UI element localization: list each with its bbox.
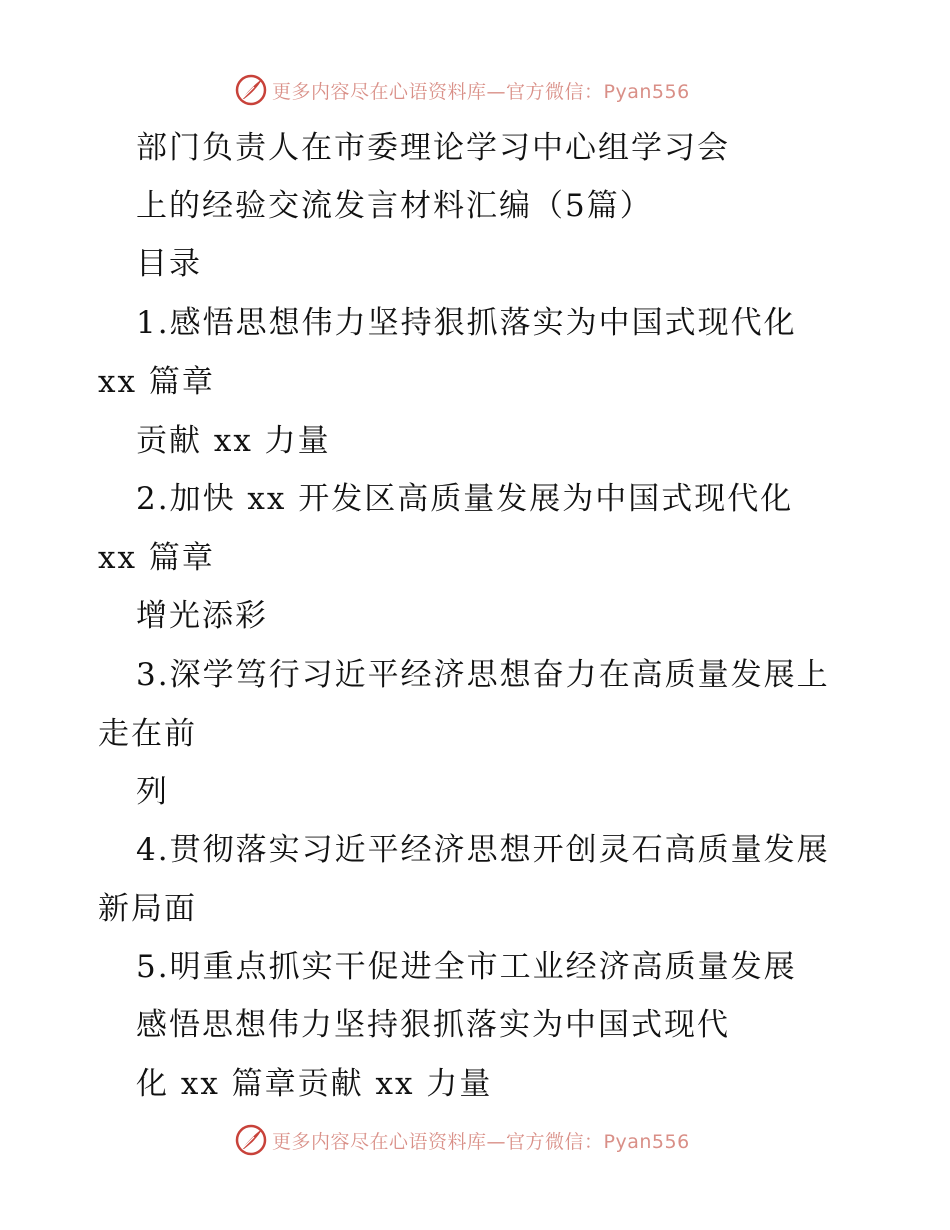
toc-item-2-line-2: xx 篇章 <box>98 540 215 576</box>
toc-item-3-line-3: 列 <box>136 774 169 810</box>
watermark-text: 更多内容尽在心语资料库—官方微信：Pyan556 <box>272 1130 690 1153</box>
toc-item-5-line-1: 5.明重点抓实干促进全市工业经济高质量发展 <box>136 949 797 985</box>
toc-item-2-line-1: 2.加快 xx 开发区高质量发展为中国式现代化 <box>136 481 794 517</box>
toc-item-1-line-3: 贡献 xx 力量 <box>136 423 331 459</box>
toc-item-4-line-1: 4.贯彻落实习近平经济思想开创灵石高质量发展 <box>136 832 830 868</box>
watermark-text: 更多内容尽在心语资料库—官方微信：Pyan556 <box>272 80 690 103</box>
footer-watermark <box>234 1122 690 1158</box>
toc-item-1-line-1: 1.感悟思想伟力坚持狠抓落实为中国式现代化 <box>136 305 797 341</box>
toc-item-3-line-2: 走在前 <box>98 716 197 752</box>
feather-logo-icon <box>234 73 268 107</box>
toc-heading: 目录 <box>136 246 202 282</box>
toc-item-3-line-1: 3.深学笃行习近平经济思想奋力在高质量发展上 <box>136 657 830 693</box>
header-watermark <box>234 72 690 108</box>
toc-item-4-line-2: 新局面 <box>98 891 197 927</box>
toc-item-1-line-2: xx 篇章 <box>98 364 215 400</box>
section-title-line-2: 化 xx 篇章贡献 xx 力量 <box>136 1066 493 1102</box>
title-line-1: 部门负责人在市委理论学习中心组学习会 <box>136 130 730 166</box>
title-line-2: 上的经验交流发言材料汇编（5篇） <box>136 188 653 224</box>
section-title-line-1: 感悟思想伟力坚持狠抓落实为中国式现代 <box>136 1007 730 1043</box>
feather-logo-icon <box>234 1123 268 1157</box>
toc-item-2-line-3: 增光添彩 <box>136 598 268 634</box>
